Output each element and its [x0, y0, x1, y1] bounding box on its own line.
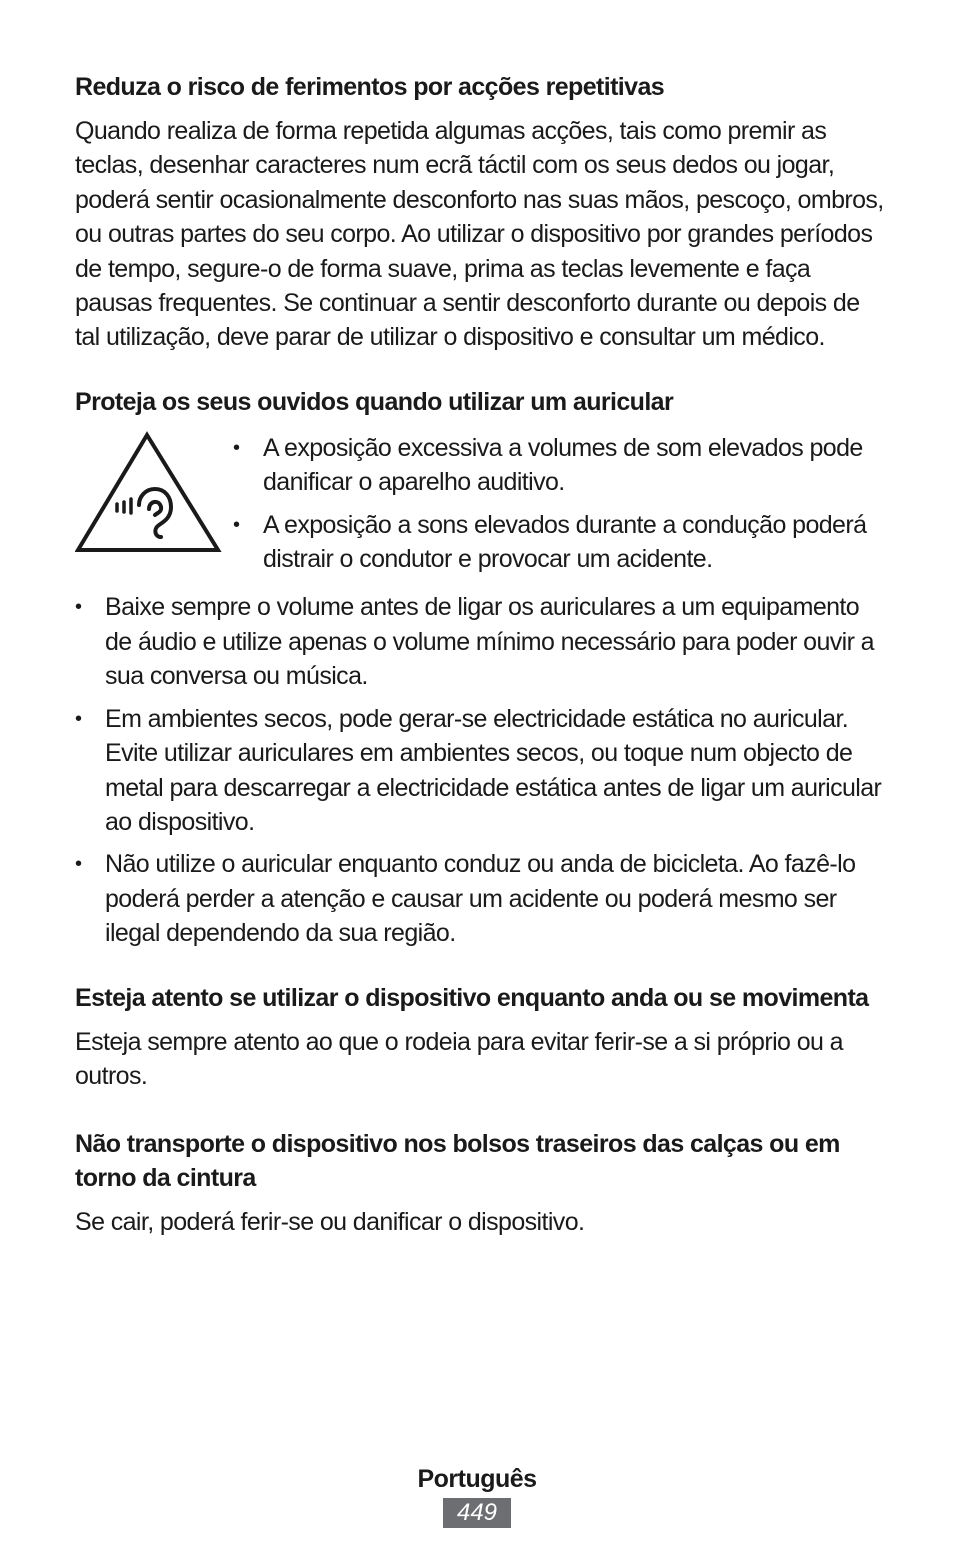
- section-heading: Reduza o risco de ferimentos por acções repetitivas: [75, 73, 665, 101]
- section-body: Esteja sempre atento ao que o rodeia para evitar ferir-se a si próprio ou a outros.: [75, 1027, 843, 1090]
- page-number-badge: 449: [443, 1498, 511, 1528]
- section-heading: Esteja atento se utilizar o dispositivo enquanto anda ou se movimenta: [75, 983, 869, 1012]
- section-heading: Proteja os seus ouvidos quando utilizar um auricular: [75, 387, 674, 416]
- icon-bullet-row: [75, 429, 885, 585]
- list-item: • Não utilize o auricular enquanto conduz ou anda de bicicleta. Ao fazê-lo poderá perder a atenção e causar um acidente ou poderá mesmo ser ilegal dependendo da sua região.: [75, 847, 885, 950]
- list-item: • Em ambientes secos, pode gerar-se electricidade estática no auricular. Evite utilizar auriculares em ambientes secos, ou toque num objecto de metal para descarregar a electricidade estática antes de ligar um auricular ao dispositivo.: [75, 702, 885, 840]
- section-body: Quando realiza de forma repetida algumas acções, tais como premir as teclas, desenhar caracteres num ecrã táctil com os seus dedos ou jogar, poderá sentir ocasionalmente desconforto nas suas mãos, pescoço, ombros, ou outras partes do seu corpo. Ao utilizar o dispositivo por grandes períodos de tempo, segure-o de forma suave, prima as teclas levemente e faça pausas frequentes. Se continuar a sentir desconforto durante ou depois de tal utilização, deve parar de utilizar o dispositivo e consultar um médico.: [75, 117, 884, 352]
- section-repetitive-injury: [75, 70, 885, 355]
- footer-language: Português: [417, 1465, 537, 1493]
- list-item: • Baixe sempre o volume antes de ligar os auriculares a um equipamento de áudio e utilize apenas o volume mínimo necessário para poder ouvir a sua conversa ou música.: [75, 590, 885, 693]
- section-back-pocket: [75, 1127, 885, 1239]
- bullet-list: [75, 590, 885, 950]
- section-body: Se cair, poderá ferir-se ou danificar o dispositivo.: [75, 1208, 585, 1237]
- section-protect-hearing: [75, 385, 885, 951]
- list-item: • A exposição excessiva a volumes de som elevados pode danificar o aparelho auditivo.: [233, 431, 885, 500]
- document-page: [75, 70, 885, 1266]
- hearing-warning-icon: [75, 429, 225, 557]
- section-walking-attention: [75, 981, 885, 1094]
- side-bullet-list: [233, 431, 885, 585]
- section-heading: Não transporte o dispositivo nos bolsos traseiros das calças ou em torno da cintura: [75, 1130, 840, 1193]
- page-footer: [0, 1462, 954, 1528]
- list-item: • A exposição a sons elevados durante a condução poderá distrair o condutor e provocar um acidente.: [233, 508, 885, 577]
